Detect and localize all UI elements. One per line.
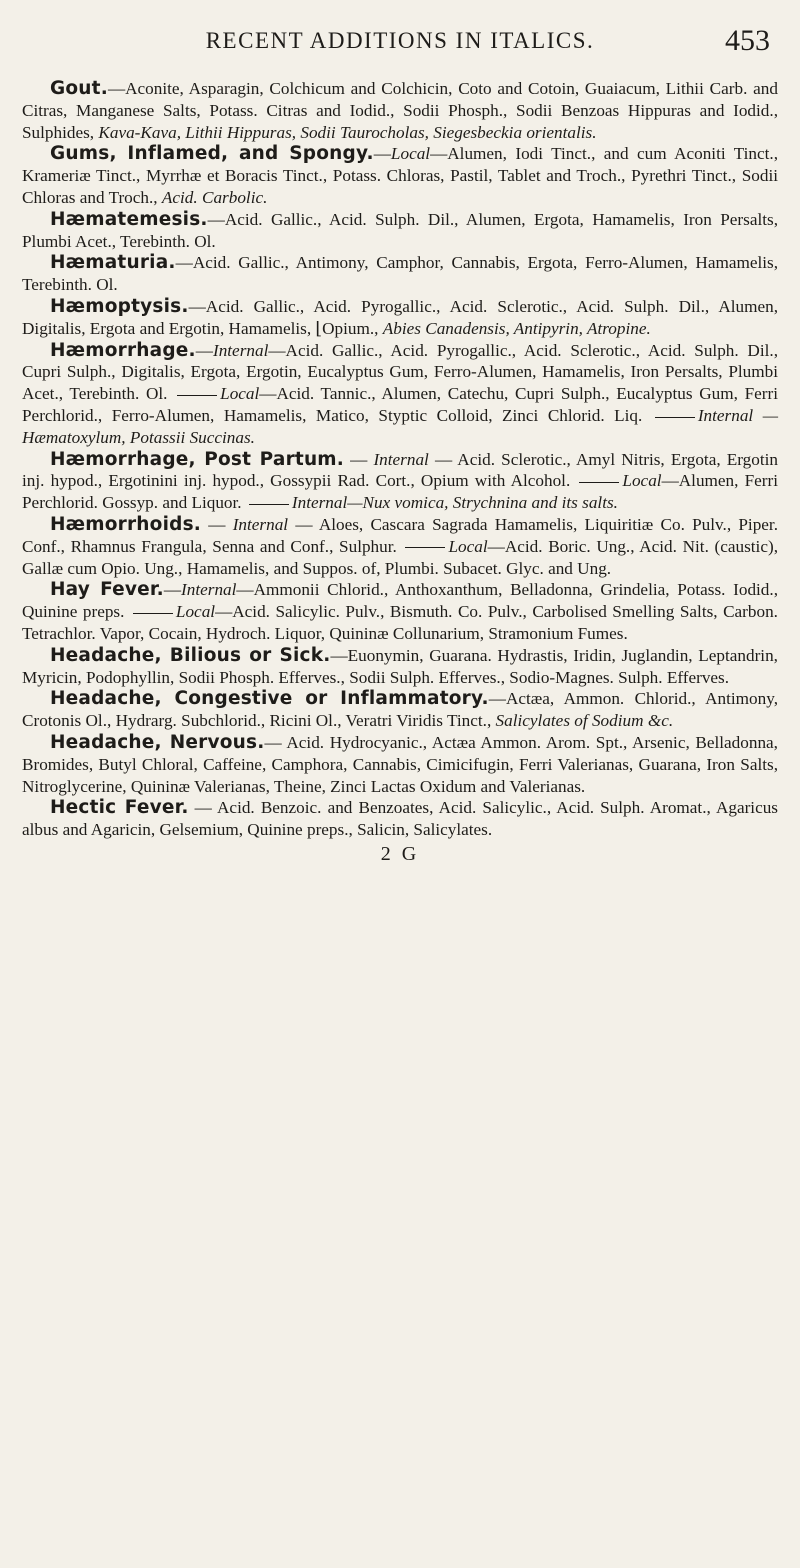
entry-text-italic: Internal (232, 514, 289, 534)
entry-text: —Ammonii Chlorid., Anthoxanthum, Belladonna, Grindelia, Potass. Iodid., Quinine preps. (22, 580, 778, 622)
entry-text-italic: Local (390, 144, 431, 164)
entry-text-italic: Abies Canadensis, Antipyrin, Atropine. (382, 318, 651, 338)
entry-text: —Actæa, Ammon. Chlorid., Antimony, Crotonis Ol., Hydrarg. Subchlorid., Ricini Ol., Veratri Viridis Tinct., (22, 689, 778, 731)
entry-text: —Alumen, Iodi Tinct., and cum Aconiti Tinct., Krameriæ Tinct., Myrrhæ et Boracis Tinct., Potass. Chloras, Pastil, Tablet and Troch., Pyrethri Tinct., Sodii Chloras and Troch., (22, 144, 778, 207)
entry-list (22, 78, 778, 866)
entry-text-italic: Kava-Kava, Lithii Hippuras, Sodii Taurocholas, Siegesbeckia orientalis. (98, 122, 597, 142)
entry-text-italic: Local (175, 602, 216, 622)
rule-dash (405, 547, 445, 548)
entry-haemorrhage (22, 340, 778, 449)
entry-text-italic: Local (448, 536, 488, 556)
entry-text: — (163, 580, 182, 600)
entry-heading: Gout. (50, 78, 108, 99)
entry-text: —Euonymin, Guarana. Hydrastis, Iridin, Juglandin, Leptandrin, Myricin, Podophyllin, Sodii Phosph. Efferves., Sodii Sulph. Efferves., Sodio-Magnes. Sulph. Efferves. (22, 645, 778, 687)
entry-text-italic: Salicylates of Sodium &c. (495, 711, 674, 731)
entry-text-italic: Acid. Carbolic. (161, 187, 268, 207)
entry-text-italic: Internal (181, 580, 237, 600)
entry-text-italic: Internal (212, 340, 269, 360)
entry-text-italic: Internal —Hæmatoxylum, Potassii Succinas. (22, 405, 778, 447)
entry-gout (22, 78, 778, 143)
entry-text: — Acid. Benzoic. and Benzoates, Acid. Salicylic., Acid. Sulph. Aromat., Agaricus albus and Agaricin, Gelsemium, Quinine preps., Salicin, Salicylates. (22, 798, 778, 840)
entry-haemorrhoids (22, 514, 778, 579)
entry-haematemesis (22, 209, 778, 253)
entry-heading: Hæmaturia. (50, 252, 176, 274)
entry-text: — (201, 514, 233, 534)
entry-heading: Hæmatemesis. (50, 208, 208, 230)
entry-text: —Acid. Gallic., Acid. Sulph. Dil., Alumen, Ergota, Hamamelis, Iron Persalts, Plumbi Acet., Terebinth. Ol. (22, 209, 778, 251)
entry-haemorrhage-post-partum (22, 449, 778, 514)
entry-text: — Acid. Sclerotic., Amyl Nitris, Ergota, Ergotin inj. hypod., Ergotinini inj. hypod., Gossypii Rad. Cort., Opium with Alcohol. (22, 449, 778, 491)
entry-heading: Hectic Fever. (50, 797, 189, 819)
entry-text: — Aloes, Cascara Sagrada Hamamelis, Liquiritiæ Co. Pulv., Piper. Conf., Rhamnus Frangula, Senna and Conf., Sulphur. (22, 514, 778, 556)
entry-haemoptysis (22, 296, 778, 340)
entry-heading: Hay Fever. (50, 579, 164, 601)
entry-heading: Hæmorrhage, Post Partum. (50, 448, 345, 470)
entry-heading: Headache, Nervous. (50, 731, 265, 753)
entry-text-italic: Local (220, 384, 260, 404)
entry-haematuria (22, 252, 778, 296)
entry-text: —Acid. Salicylic. Pulv., Bismuth. Co. Pulv., Carbolised Smelling Salts, Carbon. Tetrachlor. Vapor, Cocain, Hydroch. Liquor, Quininæ Collunarium, Stramonium Fumes. (22, 602, 778, 643)
entry-heading: Headache, Congestive or Inflammatory. (50, 688, 489, 710)
running-header (0, 24, 800, 74)
entry-text: —Alumen, Ferri Perchlorid. Gossyp. and Liquor. (22, 471, 778, 513)
entry-hay-fever (22, 579, 778, 644)
entry-text: — Acid. Hydrocyanic., Actæa Ammon. Arom. Spt., Arsenic, Belladonna, Bromides, Butyl Chloral, Caffeine, Camphora, Cannabis, Cimicifugin, Ferri Valerianas, Guarana, Iron Salts, Nitroglycerine, Quininæ Valerianas, Theine, Zinci Lactas Oxidum and Valerianas. (22, 732, 778, 796)
entry-heading: Hæmoptysis. (50, 295, 189, 317)
signature-mark: 2 G (380, 842, 420, 865)
entry-heading: Gums, Inflamed, and Spongy. (50, 143, 374, 165)
entry-text: —Aconite, Asparagin, Colchicum and Colchicin, Coto and Cotoin, Guaiacum, Lithii Carb. and Citras, Manganese Salts, Potass. Citras and Iodid., Sodii Phosph., Sodii Benzoas Hippuras and Iodid., Sulphides, (22, 79, 778, 142)
page-number: 453 (725, 24, 770, 57)
rule-dash (249, 504, 289, 505)
rule-dash (133, 613, 173, 614)
entry-text: — (195, 340, 213, 360)
entry-heading: Hæmorrhoids. (50, 513, 202, 535)
rule-dash (177, 395, 217, 396)
entry-text-italic: Internal (373, 449, 429, 469)
entry-text-italic: Internal—Nux vomica, Strychnina and its salts. (291, 493, 618, 513)
entry-hectic-fever (22, 797, 778, 841)
entry-gums (22, 143, 778, 208)
entry-heading: Hæmorrhage. (50, 339, 196, 361)
entry-text: —Acid. Gallic., Antimony, Camphor, Cannabis, Ergota, Ferro-Alumen, Hamamelis, Terebinth. Ol. (22, 253, 778, 295)
entry-heading: Headache, Bilious or Sick. (50, 644, 331, 666)
entry-headache-congestive (22, 688, 778, 732)
header-title: RECENT ADDITIONS IN ITALICS. (205, 28, 595, 53)
entry-text: —Acid. Gallic., Acid. Pyrogallic., Acid. Sclerotic., Acid. Sulph. Dil., Cupri Sulph., Digitalis, Ergota, Ergotin, Eucalyptus Gum, Ferro-Alumen, Hamamelis, Iron Persalts, Plumbi Acet., Terebinth. Ol. (22, 340, 778, 404)
entry-headache-nervous (22, 732, 778, 797)
entry-headache-bilious (22, 645, 778, 689)
rule-dash (655, 417, 695, 418)
entry-text: —Acid. Tannic., Alumen, Catechu, Cupri Sulph., Eucalyptus Gum, Ferri Perchlorid., Ferro-Alumen, Hamamelis, Matico, Styptic Colloid, Zinci Chlorid. Liq. (22, 384, 778, 425)
entry-text: —Acid. Boric. Ung., Acid. Nit. (caustic), Gallæ cum Opio. Ung., Hamamelis, and Suppos. of, Plumbi. Subacet. Glyc. and Ung. (22, 536, 778, 578)
entry-text: —Acid. Gallic., Acid. Pyrogallic., Acid. Sclerotic., Acid. Sulph. Dil., Alumen, Digitalis, Ergota and Ergotin, Hamamelis, ⌊Opium., (22, 296, 778, 338)
entry-text: — (373, 144, 391, 164)
rule-dash (579, 482, 619, 483)
entry-text-italic: Local (622, 471, 662, 491)
entry-text: — (344, 449, 374, 469)
